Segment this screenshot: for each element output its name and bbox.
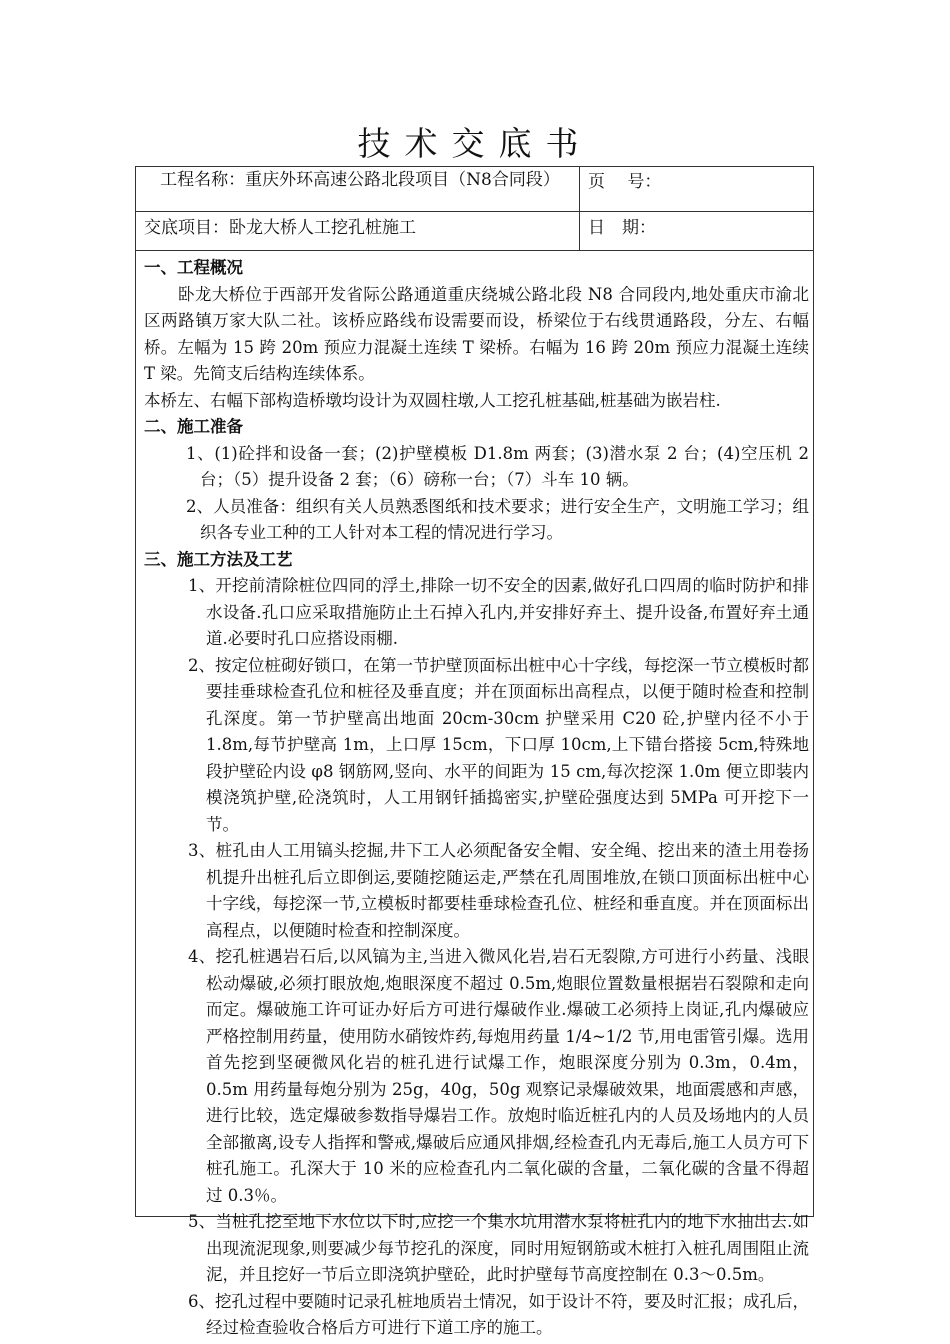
item-cell: 交底项目：卧龙大桥人工挖孔桩施工 (144, 218, 416, 238)
project-name-cell: 工程名称：重庆外环高速公路北段项目（N8合同段） (160, 170, 560, 190)
section-3-heading: 三、施工方法及工艺 (144, 549, 293, 569)
document-title: 技术交底书 (357, 124, 593, 163)
section-3-item: 4、挖孔桩遇岩石后,以风镐为主,当进入微风化岩,岩石无裂隙,方可进行小药量、浅眼松动爆破,必须打眼放炮,炮眼深度不超过 0.5m,炮眼位置数量根据岩石裂隙和走向而定。爆破施工许可证办好后方可进行爆破作业.爆破工必须持上岗证,孔内爆破应严格控制用药量，使用防水硝铵炸药,每炮用药量 1/4~1/2 节,用电雷管引爆。选用首先挖到坚硬微风化岩的桩孔进行试爆工作，炮眼深度分别为 0.3m，0.4m，0.5m 用药量每炮分别为 25g，40g，50g 观察记录爆破效果，地面震感和声感，进行比较，选定爆破参数指导爆岩工作。放炮时临近桩孔内的人员及场地内的人员全部撤离,设专人指挥和警戒,爆破后应通风排烟,经检查孔内无毒后,施工人员方可下桩孔施工。孔深大于 10 米的应检查孔内二氧化碳的含量，二氧化碳的含量不得超过 0.3％。 (188, 947, 809, 1205)
section-2-item: 1、(1)砼拌和设备一套；(2)护壁模板 D1.8m 两套；(3)潜水泵 2 台；(4)空压机 2 台；（5）提升设备 2 套；（6）磅称一台；（7）斗车 10 辆。 (186, 443, 809, 489)
section-2-heading: 二、施工准备 (144, 417, 243, 436)
section-3-item: 3、桩孔由人工用镐头挖掘,井下工人必须配备安全帽、安全绳、挖出来的渣土用卷扬机提升出桩孔后立即倒运,要随挖随运走,严禁在孔周围堆放,在锁口顶面标出桩中心十字线，每挖深一节,立模板时都要桂垂球检查孔位、桩经和垂直度。并在顶面标出高程点，以便随时检查和控制深度。 (188, 841, 809, 940)
section-3-item: 5、当桩孔挖至地下水位以下时,应挖一个集水坑用潜水泵将桩孔内的地下水抽出去.如出现流泥现象,则要减少每节挖孔的深度，同时用短钢筋或木桩打入桩孔周围阻止流泥，并且挖好一节后立即浇筑护壁砼，此时护壁每节高度控制在 0.3～0.5m。 (188, 1212, 809, 1284)
document-body (144, 255, 809, 1342)
section-1-paragraph: 本桥左、右幅下部构造桥墩均设计为双圆柱墩,人工挖孔桩基础,桩基础为嵌岩柱. (144, 390, 721, 410)
section-1-heading: 一、工程概况 (144, 258, 243, 277)
row-divider (136, 211, 813, 212)
column-divider (579, 167, 580, 251)
page-number-cell: 页 号： (588, 172, 662, 192)
section-3-item: 6、挖孔过程中要随时记录孔桩地质岩土情况，如于设计不符，要及时汇报；成孔后，经过检查验收合格后方可进行下道工序的施工。 (188, 1291, 809, 1337)
section-1-paragraph: 卧龙大桥位于西部开发省际公路通道重庆绕城公路北段 N8 合同段内,地处重庆市渝北区两路镇万家大队二社。该桥应路线布设需要而设，桥梁位于右线贯通路段，分左、右幅桥。左幅为 15 跨 20m 预应力混凝土连续 T 梁桥。右幅为 16 跨 20m 预应力混凝土连续 T 梁。先简支后结构连续体系。 (144, 284, 809, 383)
section-2-item: 2、人员准备：组织有关人员熟悉图纸和技术要求；进行安全生产，文明施工学习；组织各专业工种的工人针对本工程的情况进行学习。 (186, 496, 809, 542)
section-3-item: 2、按定位桩砌好锁口，在第一节护壁顶面标出桩中心十字线，每挖深一节立模板时都要挂垂球检查孔位和桩径及垂直度；并在顶面标出高程点，以便于随时检查和控制孔深度。第一节护壁高出地面 20cm-30cm 护壁采用 C20 砼,护壁内径不小于 1.8m,每节护壁高 1m，上口厚 15cm，下口厚 10cm,上下错台搭接 5cm,特殊地段护壁砼内设 φ8 钢筋网,竖向、水平的间距为 15 cm,每次挖深 1.0m 便立即装内模浇筑护壁,砼浇筑时，人工用钢钎插捣密实,护壁砼强度达到 5MPa 可开挖下一节。 (188, 655, 809, 834)
document-table (135, 166, 814, 1337)
row-divider (136, 250, 813, 251)
date-cell: 日 期： (588, 218, 656, 238)
section-3-item: 1、开挖前清除桩位四同的浮土,排除一切不安全的因素,做好孔口四周的临时防护和排水设备.孔口应采取措施防止土石掉入孔内,并安排好弃土、提升设备,布置好弃土通道.必要时孔口应搭设雨棚. (188, 576, 809, 648)
